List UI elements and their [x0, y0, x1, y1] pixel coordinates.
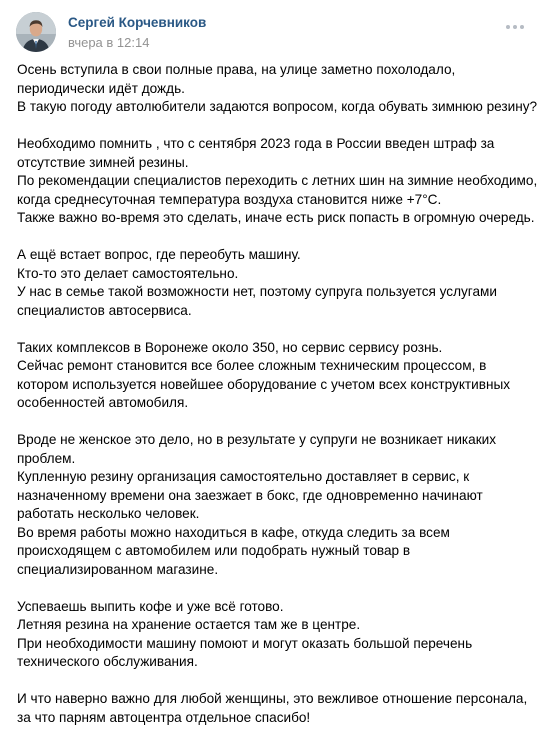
post-text-line: когда среднесуточная температура воздуха становится ниже +7°С. — [17, 191, 442, 207]
post-text-line: Осень вступила в свои полные права, на улице заметно похолодало, — [17, 62, 456, 77]
post-text-line: работать несколько человек. — [17, 506, 200, 521]
post-text-line: По рекомендации специалистов переходить с летних шин на зимние необходимо, — [17, 173, 538, 188]
post-text-line: особенностей автомобиля. — [17, 395, 189, 410]
post-text-line: Успеваешь выпить кофе и уже всё готово. — [17, 598, 284, 614]
author-name-link[interactable]: Сергей Корчевников — [68, 15, 207, 30]
post-text-line: А ещё встает вопрос, где переобуть машину. — [17, 247, 301, 262]
post-timestamp[interactable]: вчера в 12:14 — [68, 35, 150, 50]
post-text-line: отсутствие зимней резины. — [17, 154, 189, 170]
post-text-line: происходящем с автомобилем или подобрать нужный товар в — [17, 543, 411, 558]
post-text-line: Также важно во-время это сделать, иначе есть риск попасть в огромную очередь. — [17, 210, 535, 225]
post-text-line: И что наверно важно для любой женщины, это вежливое отношение персонала, — [17, 691, 528, 706]
post-text-line: Сейчас ремонт становится все более сложным техническим процессом, в — [17, 358, 487, 373]
paragraph-gap — [17, 413, 532, 432]
more-dot — [520, 25, 524, 29]
post-text-line: котором используется новейшее оборудование с учетом всех конструктивных — [17, 376, 511, 392]
paragraph-gap — [17, 228, 532, 247]
post-text-line: Необходимо помнить , что с сентября 2023 года в России введен штраф за — [17, 136, 495, 151]
post-text-line: технического обслуживания. — [17, 654, 198, 669]
paragraph-gap — [17, 579, 532, 598]
post-text-line: назначенному времени она заезжает в бокс, где одновременно начинают — [17, 487, 483, 503]
more-horizontal-icon[interactable] — [506, 22, 524, 32]
post-text-line: специализированном магазине. — [17, 561, 219, 577]
post-text-line: Купленную резину организация самостоятельно доставляет в сервис, к — [17, 469, 470, 484]
post-text-line: специалистов автосервиса. — [17, 302, 192, 318]
post-text-line: Во время работы можно находиться в кафе, откуда следить за всем — [17, 524, 450, 540]
post-text-line: При необходимости машину помоют и могут оказать большой перечень — [17, 635, 473, 651]
post-text-line: за что парням автоцентра отдельное спасибо! — [17, 709, 311, 725]
user-avatar-image — [16, 12, 56, 52]
post-text — [17, 61, 538, 727]
post-text-line: Вроде не женское это дело, но в результате у супруги не возникает никаких — [17, 432, 497, 447]
post-text-line: Таких комплексов в Воронеже около 350, но сервис сервису рознь. — [17, 339, 443, 355]
more-dot — [513, 25, 517, 29]
post-text-line: Кто-то это делает самостоятельно. — [17, 265, 239, 281]
paragraph-gap — [17, 117, 532, 136]
post-header — [16, 10, 524, 54]
paragraph-gap — [17, 672, 532, 691]
paragraph-gap — [17, 320, 532, 339]
post-text-line: В такую погоду автолюбители задаются вопросом, когда обувать зимнюю резину? — [17, 99, 538, 114]
post-text-line: проблем. — [17, 450, 76, 466]
post-text-line: периодически идёт дождь. — [17, 80, 185, 96]
author-avatar[interactable] — [16, 12, 56, 52]
more-dot — [506, 25, 510, 29]
post-text-line: У нас в семье такой возможности нет, поэтому супруга пользуется услугами — [17, 284, 497, 299]
post-text-line: Летняя резина на хранение остается там же в центре. — [17, 617, 361, 632]
